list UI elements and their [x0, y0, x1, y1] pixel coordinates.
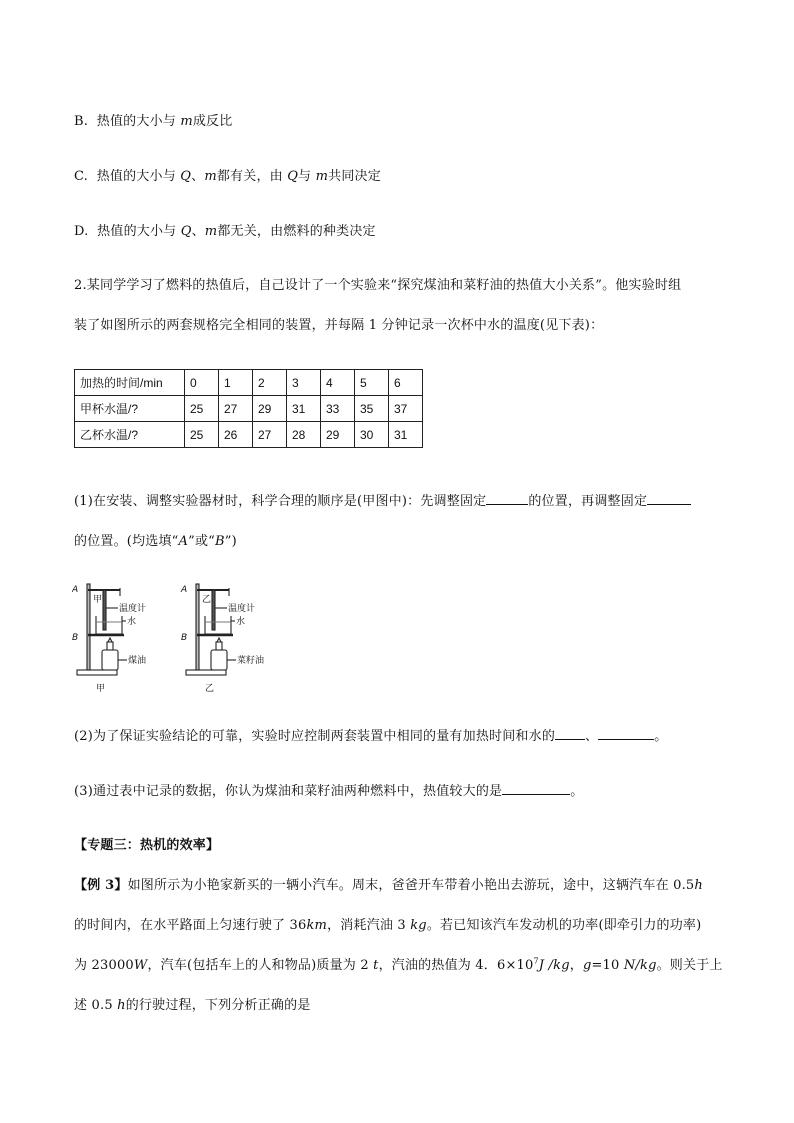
table-row-label: 甲杯水温/? — [75, 396, 185, 422]
answer-blank — [502, 782, 570, 795]
svg-text:A: A — [72, 585, 79, 595]
question-2-line-1: 2.某同学学习了燃料的热值后，自己设计了一个实验来“探究煤油和菜籽油的热值大小关系”。他实验时组 — [74, 278, 682, 293]
svg-text:B: B — [72, 633, 79, 643]
example-3-line-4: 述 0.5 h的行驶过程，下列分析正确的是 — [74, 998, 311, 1013]
option-d-prefix: D. — [74, 224, 89, 239]
table-row-label: 乙杯水温/? — [75, 422, 185, 448]
svg-text:水: 水 — [127, 617, 137, 627]
example-3-line-2: 的时间内，在水平路面上匀速行驶了 36km，消耗汽油 3 kg。若已知该汽车发动机的功率(即牵引力的功率) — [74, 918, 702, 933]
svg-text:水: 水 — [236, 617, 246, 627]
option-b: B. 热值的大小与 m成反比 — [74, 114, 233, 129]
example-3-line-1: 【例 3】如图所示为小艳家新买的一辆小汽车。周末，爸爸开车带着小艳出去游玩，途中，这辆汽车在 0.5h — [74, 878, 703, 893]
table-row: 乙杯水温/? 25 26 27 28 29 30 31 — [75, 422, 423, 448]
svg-text:菜籽油: 菜籽油 — [237, 656, 265, 666]
option-d: D. 热值的大小与 Q、m都无关，由燃料的种类决定 — [74, 224, 376, 239]
example-3-line-3: 为 23000W，汽车(包括车上的人和物品)质量为 2 t，汽油的热值为 4．$6\times 10^7J$ /kg，g=10 N/kg。则关于上 — [74, 956, 723, 973]
table-row: 加热的时间/min 0 1 2 3 4 5 6 — [75, 370, 423, 396]
caption-yi: 乙 — [205, 684, 215, 694]
sub-question-1-line-1: (1)在安装、调整实验器材时，科学合理的顺序是(甲图中)：先调整固定 的位置，再调整固定 — [74, 490, 691, 509]
table-row: 甲杯水温/? 25 27 29 31 33 35 37 — [75, 396, 423, 422]
svg-text:温度计: 温度计 — [119, 604, 147, 614]
answer-blank — [555, 727, 585, 740]
svg-text:B: B — [181, 633, 188, 643]
svg-text:A: A — [181, 585, 188, 595]
option-c: C. 热值的大小与 Q、m都有关，由 Q与 m共同决定 — [74, 169, 381, 184]
caption-jia: 甲 — [96, 684, 106, 694]
option-b-prefix: B. — [74, 114, 89, 129]
answer-blank — [486, 492, 528, 505]
option-c-prefix: C. — [74, 169, 89, 184]
apparatus-diagram — [72, 578, 272, 698]
sub-question-1-line-2: 的位置。(均选填“A”或“B”) — [74, 534, 237, 549]
svg-text:乙: 乙 — [202, 595, 212, 605]
svg-text:煤油: 煤油 — [128, 656, 147, 666]
apparatus-figure — [72, 578, 272, 698]
topic-3-title: 【专题三：热机的效率】 — [74, 838, 220, 853]
svg-text:甲: 甲 — [93, 595, 103, 605]
sub-question-3: (3)通过表中记录的数据，你认为煤油和菜籽油两种燃料中，热值较大的是 。 — [74, 784, 584, 799]
table-row-label: 加热的时间/min — [75, 370, 185, 396]
sub-question-2: (2)为了保证实验结论的可靠，实验时应控制两套装置中相同的量有加热时间和水的 、 。 — [74, 729, 668, 744]
temperature-table — [74, 369, 423, 448]
example-3-tag: 【例 3】 — [74, 878, 128, 893]
svg-text:温度计: 温度计 — [228, 604, 256, 614]
answer-blank — [647, 492, 691, 505]
answer-blank — [598, 727, 654, 740]
question-2-line-2: 装了如图所示的两套规格完全相同的装置，并每隔 1 分钟记录一次杯中水的温度(见下表)： — [74, 318, 604, 333]
